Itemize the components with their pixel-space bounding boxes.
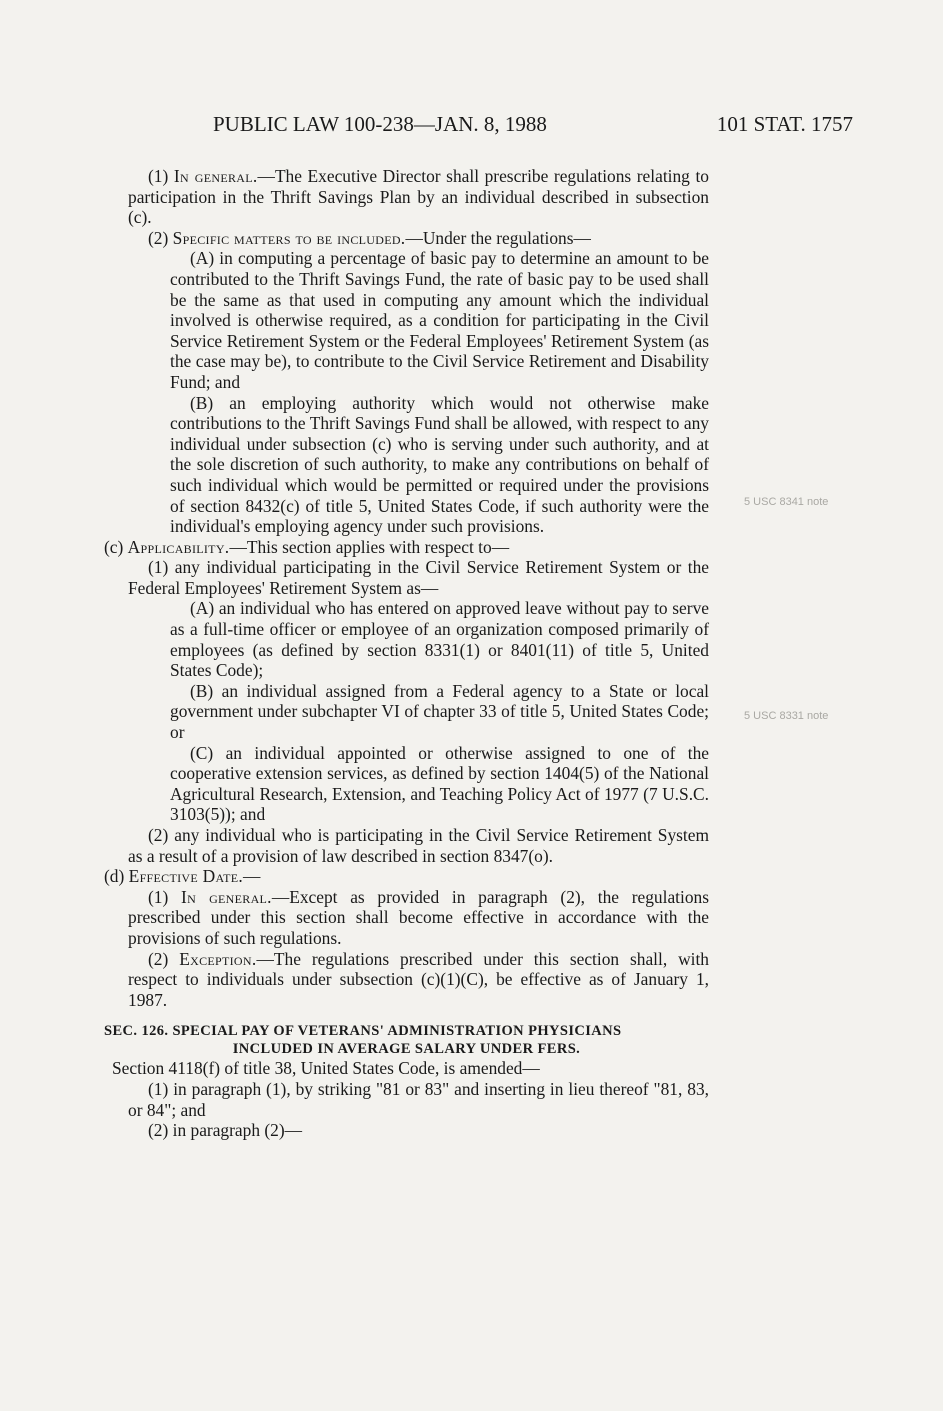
section-heading-line2: INCLUDED IN AVERAGE SALARY UNDER FERS. bbox=[232, 1041, 581, 1058]
paragraph-c2: (2) any individual who is participating in the Civil Service Retirement System as a result of a provision of law described in section 8347(o). bbox=[128, 825, 709, 866]
paragraph-b2: (2) Specific matters to be included.—Under the regulations— bbox=[148, 227, 591, 248]
paragraph-d1: (1) In general.—Except as provided in paragraph (2), the regulations prescribed under this section shall become effective in accordance with the provisions of such regulations. bbox=[128, 886, 709, 948]
section-heading-line1: SEC. 126. SPECIAL PAY OF VETERANS' ADMINISTRATION PHYSICIANS bbox=[104, 1023, 622, 1040]
margin-note: 5 USC 8341 note bbox=[744, 496, 829, 508]
amendment-paragraph-1: (1) in paragraph (1), by striking "81 or 83" and inserting in lieu thereof "81, 83, or 84"; and bbox=[128, 1078, 709, 1120]
subsection-c: (c) Applicability.—This section applies with respect to— bbox=[104, 536, 510, 557]
amendment-paragraph-2: (2) in paragraph (2)— bbox=[148, 1120, 303, 1141]
paragraph-heading: Specific matters to be included. bbox=[172, 227, 406, 248]
paragraph-b1: (1) In general.—The Executive Director shall prescribe regulations relating to participation in the Thrift Savings Plan by an individual described in subsection (c). bbox=[128, 166, 709, 228]
subparagraph-c1-B: (B) an individual assigned from a Federal agency to a State or local government under subchapter VI of chapter 33 of title 5, United States Code; or bbox=[170, 680, 709, 743]
subparagraph-c1-A: (A) an individual who has entered on approved leave without pay to serve as a full-time officer or employee of an organization composed primarily of employees (as defined by section 8331(1) or 8401(11) of title 5, United States Code); bbox=[170, 598, 709, 681]
paragraph-c1: (1) any individual participating in the Civil Service Retirement System or the Federal Employees' Retirement System as— bbox=[128, 557, 709, 598]
section-intro: Section 4118(f) of title 38, United States Code, is amended— bbox=[112, 1058, 540, 1079]
running-header bbox=[213, 112, 853, 142]
margin-note: 5 USC 8331 note bbox=[744, 710, 829, 722]
subparagraph-b2-A: (A) in computing a percentage of basic pay to determine an amount to be contributed to the Thrift Savings Fund, the rate of basic pay to be used shall be the same as that used in computing any amount which the individual involved is otherwise required, as a condition for participating in the Civil Service Retirement System or the Federal Employees' Retirement System (as the case may be), to contribute to the Civil Service Retirement and Disability Fund; and bbox=[170, 248, 709, 392]
subsection-heading: Effective Date. bbox=[128, 866, 244, 887]
paragraph-heading: Exception. bbox=[179, 948, 257, 969]
subparagraph-c1-C: (C) an individual appointed or otherwise assigned to one of the cooperative extension services, as defined by section 1404(5) of the National Agricultural Research, Extension, and Teaching Policy Act of 1977 (7 U.S.C. 3103(5)); and bbox=[170, 742, 709, 825]
paragraph-heading: In general. bbox=[181, 886, 272, 907]
paragraph-d2: (2) Exception.—The regulations prescribed under this section shall, with respect to individuals under subsection (c)(1)(C), be effective as of January 1, 1987. bbox=[128, 948, 709, 1010]
subsection-heading: Applicability. bbox=[127, 536, 230, 557]
document-body bbox=[104, 166, 709, 1141]
header-title: PUBLIC LAW 100-238—JAN. 8, 1988 bbox=[213, 112, 547, 136]
header-stat-citation: 101 STAT. 1757 bbox=[716, 112, 853, 136]
section-heading bbox=[104, 1022, 709, 1058]
subparagraph-b2-B: (B) an employing authority which would not otherwise make contributions to the Thrift Savings Fund shall be allowed, with respect to any individual under subsection (c) who is serving under such authority, and at the sole discretion of such authority, to make any contributions on behalf of such individual which would be permitted or required under the provisions of section 8432(c) of title 5, United States Code, if such authority were the individual's employing agency under such provisions. bbox=[170, 392, 709, 537]
paragraph-heading: In general. bbox=[173, 166, 258, 186]
subsection-d: (d) Effective Date.— bbox=[104, 866, 261, 887]
